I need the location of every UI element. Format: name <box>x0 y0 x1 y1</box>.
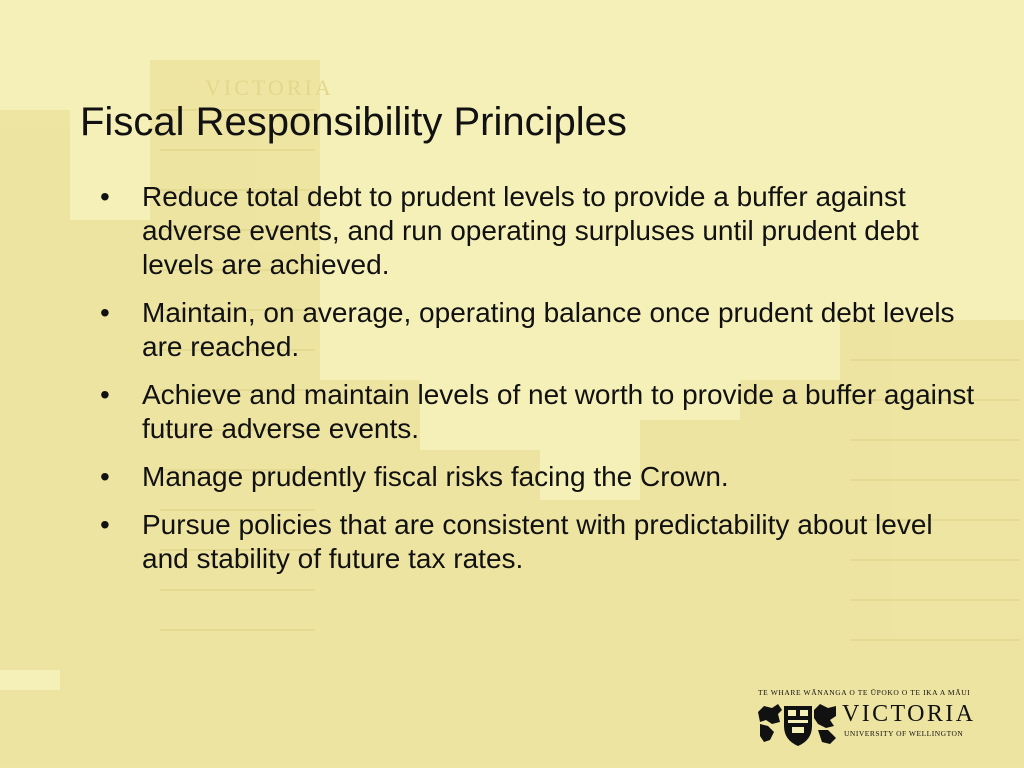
bullet-item <box>100 378 980 446</box>
bullet-item <box>100 296 980 364</box>
logo-name: VICTORIA <box>842 701 976 727</box>
slide-title: Fiscal Responsibility Principles <box>80 100 627 144</box>
bullet-dot-icon: • <box>100 509 110 540</box>
bullet-text: Pursue policies that are consistent with predictability about level and stability of future tax rates. <box>142 509 933 574</box>
bullet-dot-icon: • <box>100 181 110 212</box>
bullet-dot-icon: • <box>100 461 110 492</box>
bullet-text: Reduce total debt to prudent levels to provide a buffer against adverse events, and run operating surpluses until prudent debt levels are achieved. <box>142 181 919 280</box>
bullet-dot-icon: • <box>100 379 110 410</box>
university-logo <box>756 688 984 748</box>
bullet-list <box>100 180 980 590</box>
bullet-item <box>100 508 980 576</box>
bullet-text: Maintain, on average, operating balance once prudent debt levels are reached. <box>142 297 955 362</box>
bullet-text: Manage prudently fiscal risks facing the Crown. <box>142 461 729 492</box>
bullet-item <box>100 180 980 282</box>
watermark-victoria-text: VICTORIA <box>205 75 334 100</box>
bullet-text: Achieve and maintain levels of net worth to provide a buffer against future adverse events. <box>142 379 975 444</box>
logo-tagline: TE WHARE WĀNANGA O TE ŪPOKO O TE IKA A MĀUI <box>758 688 971 697</box>
logo-subtitle: UNIVERSITY OF WELLINGTON <box>844 729 964 738</box>
crest-icon <box>758 702 838 746</box>
bullet-item <box>100 460 980 494</box>
bullet-dot-icon: • <box>100 297 110 328</box>
